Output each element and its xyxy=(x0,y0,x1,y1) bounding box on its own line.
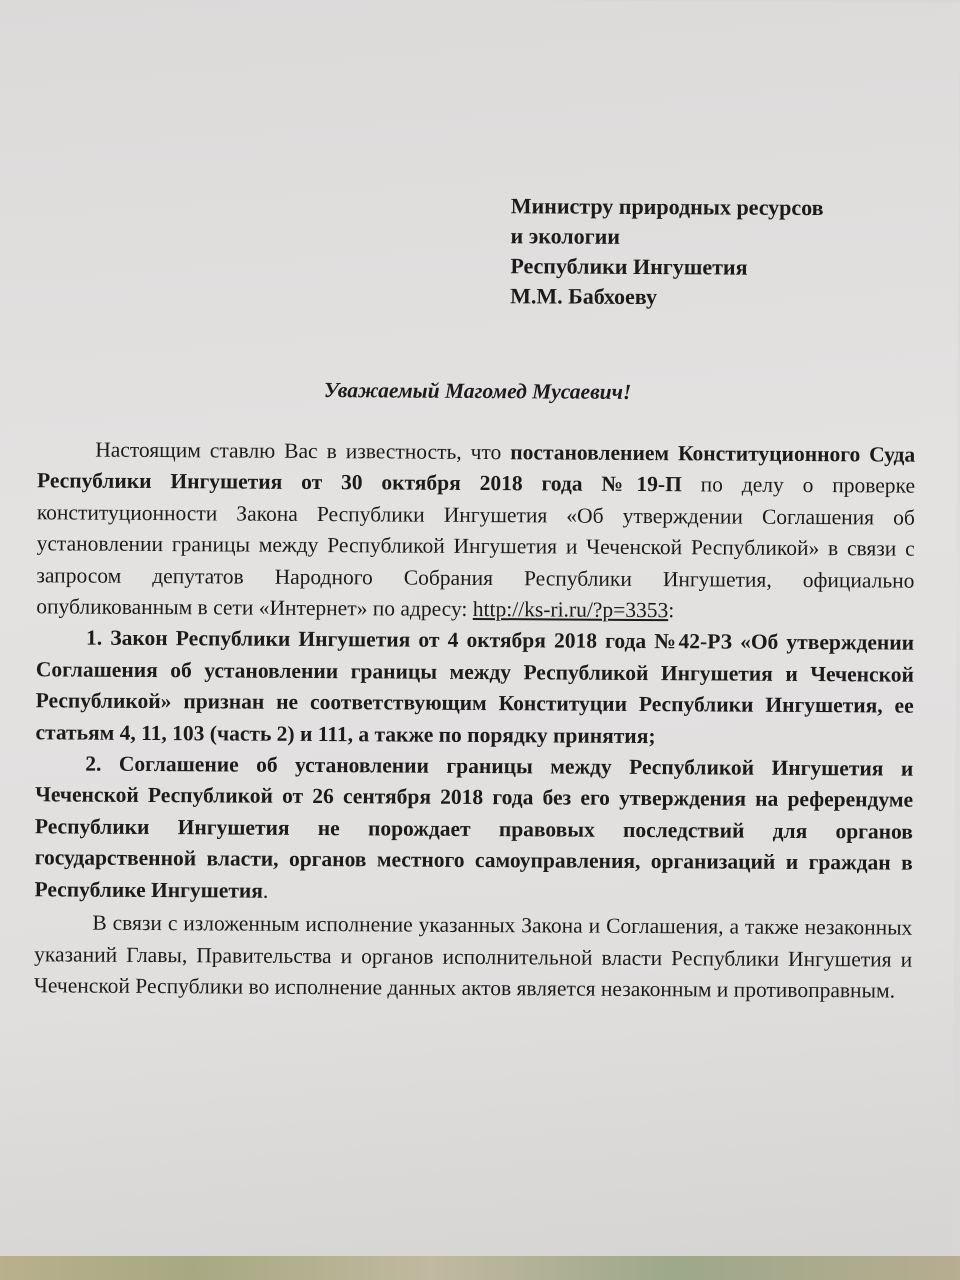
addressee-line: Министру природных ресурсов xyxy=(510,193,824,221)
background-surface xyxy=(0,1256,960,1280)
intro-continuation: по делу о проверке конституционности Закона Республики Ингушетия «Об утверждении Соглашения об установлении границы между Республикой Ингушетия и Чеченской Республикой» в связи с запросом депутатов Народного Собрания Республики Ингушетия, официально опубликованным в сети «Интернет» по адресу: xyxy=(36,472,916,621)
ruling-item-2-ending: . xyxy=(262,878,269,903)
ruling-item-1: 1. Закон Республики Ингушетия от 4 октября 2018 года №42-РЗ «Об утверждении Соглашения об установлении границы между Республикой Ингушетия и Чеченской Республикой» признан не соответствующим Конституции Республики Ингушетия, ее статьям 4, 11, 103 (часть 2) и 111, а также по порядку принятия; xyxy=(35,626,915,748)
paragraph-conclusion: В связи с изложенным исполнение указанных Закона и Соглашения, а также незаконных указаний Главы, Правительства и органов исполнительной власти Республики Ингушетия и Чеченской Республики во исполнение данных актов является незаконным и противоправным. xyxy=(33,910,913,1003)
court-ruling-reference: постановлением Конституционного Суда Республики Ингушетия от 30 октября 2018 года №19-П xyxy=(36,440,916,497)
ruling-item-2 xyxy=(34,748,913,910)
letter-body xyxy=(34,434,915,1007)
ruling-link[interactable]: http://ks-ri.ru/?p=3353 xyxy=(472,596,669,623)
intro-ending: : xyxy=(668,598,675,623)
intro-text: Настоящим ставлю Вас в известность, что xyxy=(95,437,511,465)
ruling-item-2-text: 2. Соглашение об установлении границы между Республикой Ингушетия и Чеченской Республикой от 26 сентября 2018 года без его утверждения на референдуме Республики Ингушетия не порождает правовых последствий для органов государственной власти, органов местного самоуправления, организаций и граждан в Республике Ингушетия xyxy=(34,751,914,903)
salutation: Уважаемый Магомед Мусаевич! xyxy=(323,378,632,404)
addressee-line: Республики Ингушетия xyxy=(510,253,748,280)
addressee-line: и экологии xyxy=(510,223,621,249)
addressee-block xyxy=(510,191,824,313)
paragraph-intro xyxy=(36,434,915,628)
addressee-line: М.М. Бабхоеву xyxy=(510,283,658,310)
